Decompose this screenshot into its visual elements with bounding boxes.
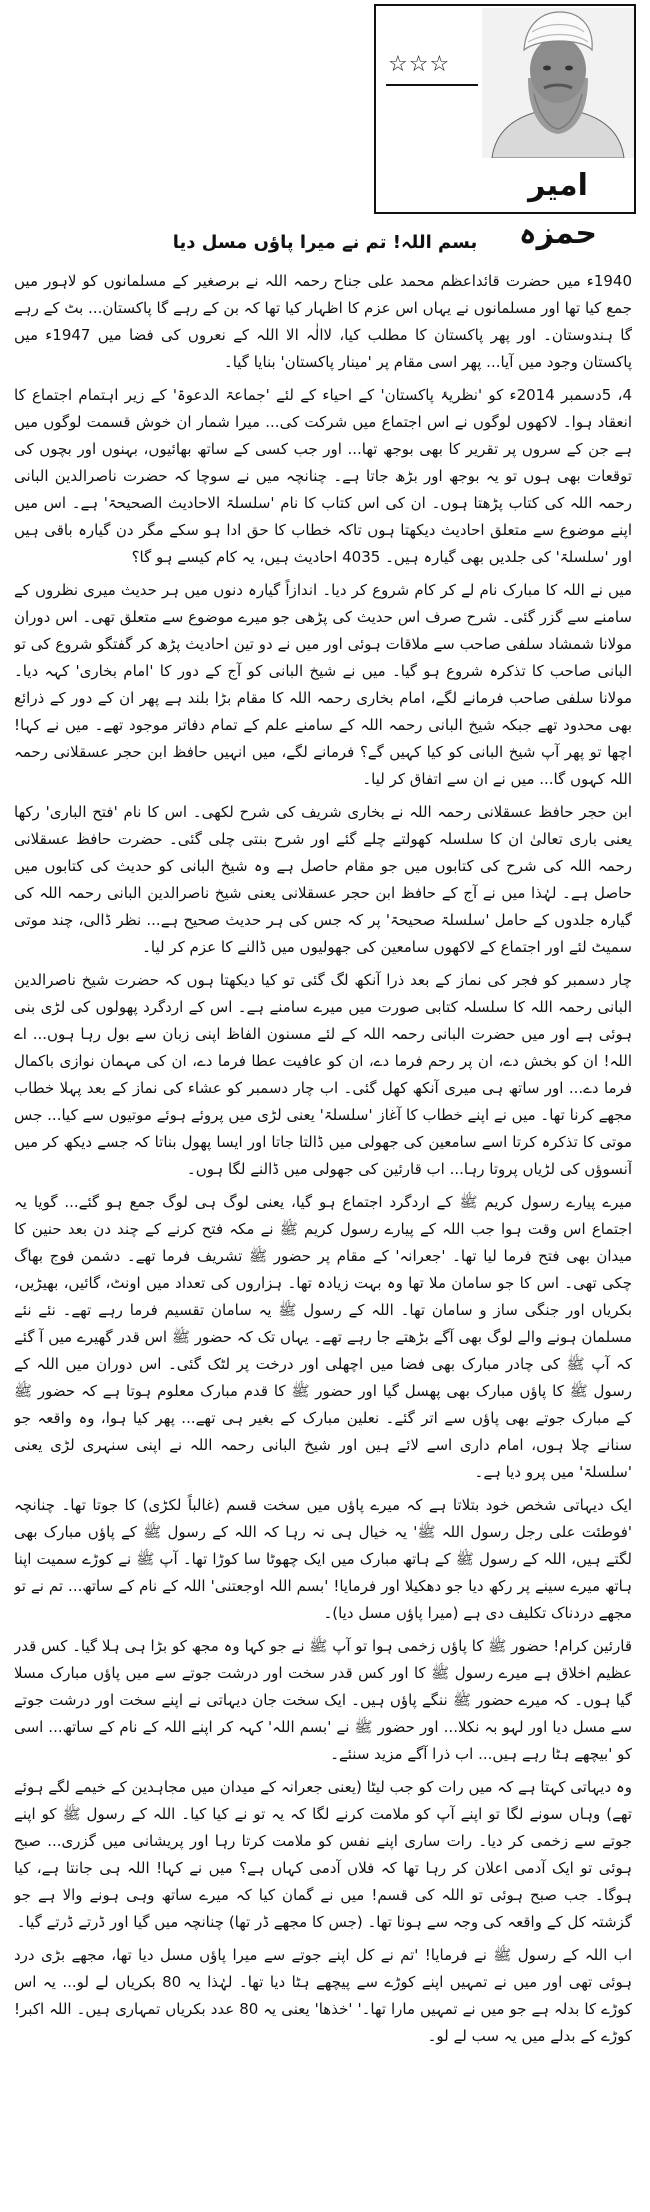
article-paragraph: قارئین کرام! حضور ﷺ کا پاؤں زخمی ہوا تو آپ ﷺ نے جو کہا وہ مجھ کو بڑا ہی ہلا گیا۔ کس قدر عظیم اخلاق ہے میرے رسول ﷺ کا اور کس قدر سخت اور درشت جوتے سے میں پاؤں مبارک مسلا گیا ہوں۔ کہ میرے حضور ﷺ ننگے پاؤں ہیں۔ ایک سخت جان دیہاتی نے اپنے سخت اور درشت جوتے سے مسل دیا اور لہو بہ نکلا... اور حضور ﷺ نے 'بسم اللہ' کہہ کر اپنے اللہ کے نام کے ساتھ... اسی کو 'بیچھے ہٹا رہے ہیں... اب ذرا آگے مزید سنئے۔ xyxy=(14,1637,632,1763)
emblem-divider xyxy=(386,84,478,86)
article-paragraph: چار دسمبر کو فجر کی نماز کے بعد ذرا آنکھ لگ گئی تو کیا دیکھتا ہوں کہ حضرت شیخ ناصرالدین البانی رحمہ اللہ کا سلسلہ کتابی صورت میں میرے سامنے ہے۔ اس کے اردگرد پھولوں کی لڑی بنی ہوئی ہے اور میں حضرت البانی رحمہ اللہ کے لئے مسنون الفاظ اپنی زبان سے بول رہا ہوں... اے اللہ! ان کو بخش دے، ان پر رحم فرما دے، ان کو عافیت عطا فرما دے، ان کی مہمان نوازی باکمال فرما دے... اور ساتھ ہی میری آنکھ کھل گئی۔ اب چار دسمبر کو عشاء کی نماز کے بعد پہلا خطاب مجھے کرنا تھا۔ میں نے اپنے خطاب کا آغاز 'سلسلۃ' یعنی لڑی میں پروئے ہوئے موتیوں سے کیا... جس موتی کا تذکرہ کرتا اسے سامعین کی جھولی میں ڈالتا جاتا اور ایسا پھول بناتا کہ جسے دیکھ کر میں آنسوؤں کی لڑیاں پروتا رہا... اب قارئین کی جھولی میں ڈالنے لگا ہوں۔ xyxy=(14,971,632,1178)
article-paragraph: میں نے اللہ کا مبارک نام لے کر کام شروع کر دیا۔ اندازاً گیارہ دنوں میں ہر حدیث میری نظروں کے سامنے سے گزر گئی۔ شرح صرف اس حدیث کی پڑھی جو میرے موضوع سے متعلق تھی۔ اس دوران مولانا شمشاد سلفی صاحب سے ملاقات ہوئی اور میں نے دو تین احادیث پڑھ کر گفتگو شروع کی تو البانی صاحب کا تذکرہ شروع ہو گیا۔ میں نے شیخ البانی کو آج کے دور کا 'امام بخاری' کہہ دیا۔ مولانا سلفی صاحب فرمانے لگے، امام بخاری رحمہ اللہ کا مقام بڑا بلند ہے پھر ان کے دور کے ذرائع بھی محدود تھے جبکہ شیخ البانی رحمہ اللہ کے سامنے علم کے تمام دفاتر موجود تھے۔ میں نے کہا! اچھا تو پھر آپ شیخ البانی کو کیا کہیں گے؟ فرمانے لگے، میں انہیں حافظ ابن حجر عسقلانی رحمہ اللہ کہوں گا... میں نے ان سے اتفاق کر لیا۔ xyxy=(14,581,632,788)
author-portrait xyxy=(482,8,634,158)
author-name: امیر حمزہ xyxy=(519,168,597,251)
article-paragraph: 1940ء میں حضرت قائداعظم محمد علی جناح رحمہ اللہ نے برصغیر کے مسلمانوں کو لاہور میں جمع کیا تھا اور مسلمانوں نے یہاں اس عزم کا اظہار کیا تھا کہ بن کے رہے گا پاکستان... بٹ کے رہے گا ہندوستان۔ اور پھر پاکستان کا مطلب کیا، لاالٰہ الا اللہ کے نعروں کی فضا میں 1947ء میں پاکستان وجود میں آیا... پھر اسی مقام پر 'مینار پاکستان' بنایا گیا۔ xyxy=(14,272,632,371)
three-stars-emblem: ☆☆☆ xyxy=(388,52,451,77)
article-paragraph: ابن حجر حافظ عسقلانی رحمہ اللہ نے بخاری شریف کی شرح لکھی۔ اس کا نام 'فتح الباری' رکھا یعنی باری تعالیٰ ان کا سلسلہ کھولتے چلے گئے اور شرح بنتی چلی گئی۔ حضرت حافظ عسقلانی رحمہ اللہ کی شرح کی کتابوں میں جو مقام حاصل ہے وہ شیخ البانی کو حدیث کی کتابوں میں حاصل ہے۔ لہٰذا میں نے آج کے حافظ ابن حجر عسقلانی یعنی شیخ ناصرالدین البانی رحمہ اللہ کی گیارہ جلدوں کے حامل 'سلسلۃ صحیحۃ' پر کہ جس کی ہر حدیث صحیح ہے... نظر ڈالی، چند موتی سمیٹ لئے اور اجتماع کے لاکھوں سامعین کی جھولیوں میں ڈالنے کا عزم کر لیا۔ xyxy=(14,803,632,956)
article-headline: بسم اللہ! تم نے میرا پاؤں مسل دیا xyxy=(172,232,478,253)
author-portrait-illustration xyxy=(482,8,634,158)
article-paragraph: اب اللہ کے رسول ﷺ نے فرمایا! 'تم نے کل اپنے جوتے سے میرا پاؤں مسل دیا تھا، مجھے بڑی درد ہوئی تھی اور میں نے تمہیں اپنے کوڑے سے پیچھے ہٹا دیا تھا۔ لہٰذا یہ 80 بکریاں لے لو... یہ اس کوڑے کا بدلہ ہے جو میں نے تمہیں مارا تھا۔' 'خذها' یعنی یہ 80 عدد بکریاں تمہاری ہیں۔ اللہ اکبر! کوڑے کے بدلے میں یہ سب لے لو۔ xyxy=(14,1946,632,2045)
column-header xyxy=(374,4,636,251)
article-body xyxy=(14,268,632,2204)
article-paragraph: وہ دیہاتی کہتا ہے کہ میں رات کو جب لیٹا (یعنی جعرانہ کے میدان میں مجاہدین کے خیمے لگے ہوئے تھے) وہاں سونے لگا تو اپنے آپ کو ملامت کرنے لگا کہ یہ تو نے کیا کیا۔ اللہ کے رسول ﷺ کو اپنے جوتے سے زخمی کر دیا۔ رات ساری اپنے نفس کو ملامت کرتا رہا اور پریشانی میں گزری... صبح ہوئی تو ایک آدمی اعلان کر رہا تھا کہ فلاں آدمی کہاں ہے؟ میں نے کہا! اللہ ہی جانتا ہے، کیا ہوگا۔ جب صبح ہوئی تو اللہ کی قسم! میں نے گمان کیا کہ میرے ساتھ وہی ہونے والا ہے جو گزشتہ کل کے واقعہ کی وجہ سے ہونا تھا۔ (جس کا مجھے ڈر تھا) چنانچہ میں گیا اور ڈرتے ڈرتے گیا۔ xyxy=(14,1778,632,1931)
article-paragraph: 4، 5دسمبر 2014ء کو 'نظریۂ پاکستان' کے احیاء کے لئے 'جماعۃ الدعوۃ' کے زیر اہتمام اجتماع کا انعقاد ہوا۔ لاکھوں لوگوں نے اس اجتماع میں شرکت کی... میرا شمار ان خوش قسمت لوگوں میں ہے جن کے سروں پر تقریر کا بھی بوجھ تھا... اور جب کسی کے ساتھ بھائیوں، بہنوں اور بچوں کی توقعات بھی ہوں تو یہ بوجھ اور بڑھ جاتا ہے۔ چنانچہ میں نے سوچا کہ حضرت ناصرالدین البانی رحمہ اللہ کی کتاب پڑھتا ہوں۔ ان کی اس کتاب کا نام 'سلسلۃ الاحادیث الصحیحۃ' ہے۔ اس میں اپنے موضوع سے متعلق احادیث دیکھتا ہوں تاکہ خطاب کا حق ادا ہو سکے مگر دن گیارہ باقی ہیں اور 'سلسلۃ' کی جلدیں بھی گیارہ ہیں۔ 4035 احادیث ہیں، یہ کام کیسے ہو گا؟ xyxy=(14,386,632,566)
article-paragraph: میرے پیارے رسول کریم ﷺ کے اردگرد اجتماع ہو گیا، یعنی لوگ ہی لوگ جمع ہو گئے... گویا یہ اجتماع اس وقت ہوا جب اللہ کے پیارے رسول کریم ﷺ نے مکہ فتح کرنے کے چند دن بعد حنین کا میدان بھی فتح فرما لیا تھا۔ 'جعرانہ' کے مقام پر حضور ﷺ تشریف فرما تھے۔ دشمن فوج بھاگ چکی تھی۔ اس کا جو سامان ملا تھا وہ بہت زیادہ تھا۔ ہزاروں کی تعداد میں اونٹ، گائیں، بھیڑیں، بکریاں اور جنگی ساز و سامان تھا۔ اللہ کے رسول ﷺ یہ سامان تقسیم فرما رہے تھے۔ نئے نئے مسلمان ہونے والے لوگ بھی آگے بڑھتے جا رہے تھے۔ یہاں تک کہ حضور ﷺ اس قدر گھیرے میں آ گئے کہ آپ ﷺ کی چادر مبارک بھی فضا میں اچھلی اور درخت پر لٹک گئی۔ اس دوران میں اللہ کے رسول ﷺ کا پاؤں مبارک بھی پھسل گیا اور حضور ﷺ کا قدم مبارک معلوم ہوتا ہے کہ حضور ﷺ کے مبارک جوتے بھی پاؤں سے اتر گئے۔ نعلین مبارک کے بغیر ہی تھے... پھر کیا ہوا، وہ واقعہ جو سنانے چلا ہوں، امام داری اسے لائے ہیں اور شیخ البانی رحمہ اللہ نے اپنی سنہری لڑی یعنی 'سلسلۃ' میں پرو دیا ہے۔ xyxy=(14,1193,632,1481)
article-paragraph: ایک دیہاتی شخص خود بتلاتا ہے کہ میرے پاؤں میں سخت قسم (غالباً لکڑی) کا جوتا تھا۔ چنانچہ 'فوطئت علی رجل رسول اللہ ﷺ' یہ خیال ہی نہ رہا کہ اللہ کے رسول ﷺ کے پاؤں مبارک بھی لگتے ہیں، اللہ کے رسول ﷺ کے ہاتھ مبارک میں ایک چھوٹا سا کوڑا تھا۔ آپ ﷺ نے کوڑے سمیت اپنا ہاتھ میرے سینے پر رکھ دیا جو دھکیلا اور فرمایا! 'بسم اللہ اوجعتنی' اللہ کے نام کے ساتھ... تم نے تو مجھے دردناک تکلیف دی ہے (میرا پاؤں مسل دیا)۔ xyxy=(14,1496,632,1622)
